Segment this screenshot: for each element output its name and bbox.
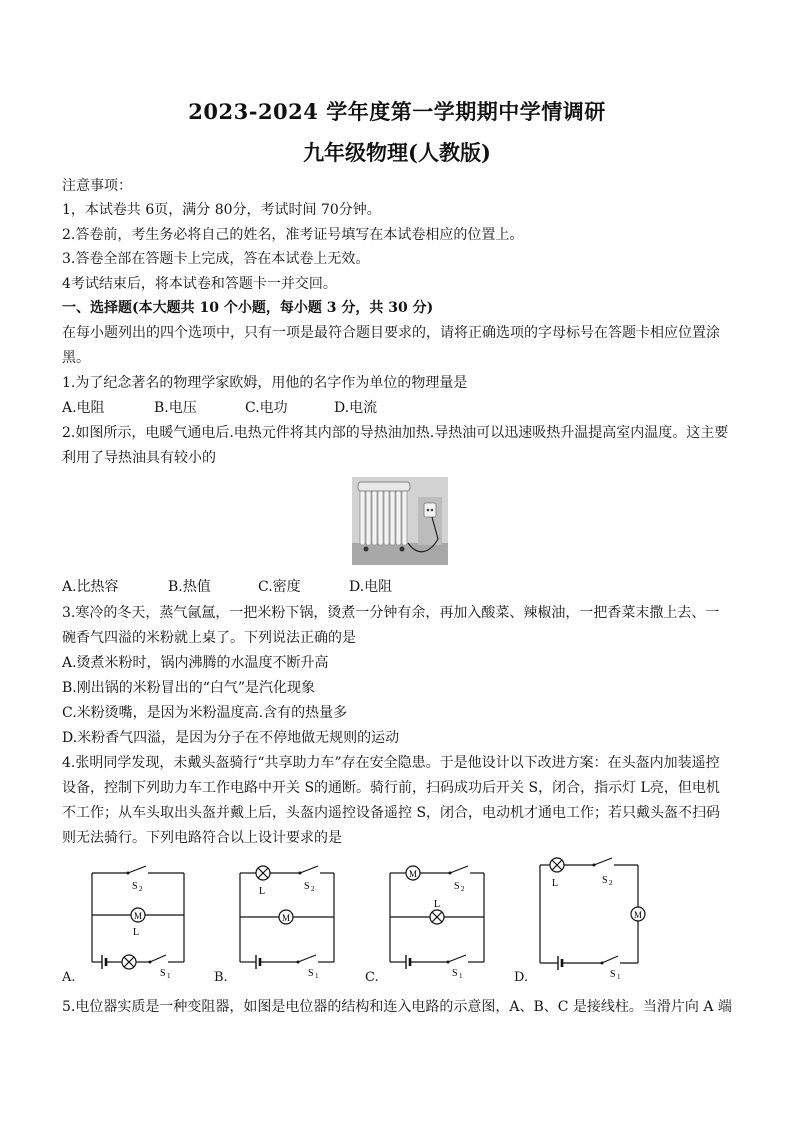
- q2-stem-line-1: 2.如图所示，电暖气通电后.电热元件将其内部的导热油加热.导热油可以迅速吸热升温提高室内温度。这主要: [62, 425, 729, 441]
- q1-option-c: C.电功: [245, 400, 288, 416]
- svg-text:2: 2: [311, 885, 315, 893]
- note-item-3: 3.答卷全部在答题卡上完成，答在本试卷上无效。: [62, 251, 370, 267]
- svg-text:M: M: [409, 869, 418, 879]
- notes-heading: 注意事项：: [62, 178, 132, 194]
- q4-stem-line-3: 不工作；从车头取出头盔并戴上后，头盔内遥控设备遥控 S，闭合，电动机才通电工作；若只戴头盔不扫码: [62, 805, 721, 821]
- q1-option-d: D.电流: [334, 400, 378, 416]
- svg-text:1: 1: [315, 972, 319, 980]
- svg-text:S: S: [454, 881, 460, 892]
- q3-stem-line-2: 碗香气四溢的米粉就上桌了。下列说法正确的是: [62, 630, 356, 646]
- oil-heater-image: [352, 477, 448, 565]
- svg-text:L: L: [259, 886, 266, 897]
- svg-text:L: L: [552, 878, 559, 889]
- q1-stem: 1.为了纪念著名的物理学家欧姆，用他的名字作为单位的物理量是: [62, 375, 468, 391]
- circuit-a-label: A.: [62, 970, 76, 985]
- svg-text:S: S: [308, 968, 314, 979]
- q4-stem-line-2: 设备，控制下列助力车工作电路中开关 S的通断。骑行前，扫码成功后开关 S，闭合，指示灯 L亮，但电机: [62, 780, 720, 796]
- section-instruction-1: 在每小题列出的四个选项中，只有一项是最符合题目要求的，请将正确选项的字母标号在答题卡相应位置涂: [62, 325, 720, 341]
- note-item-4: 4考试结束后，将本试卷和答题卡一并交回。: [62, 276, 337, 292]
- circuit-a-diagram: [84, 855, 192, 983]
- circuit-d-label: D.: [514, 970, 529, 985]
- q3-option-b: B.刚出锅的米粉冒出的“白气”是汽化现象: [62, 680, 316, 696]
- q2-option-b: B.热值: [168, 579, 211, 595]
- svg-text:S: S: [452, 968, 458, 979]
- q5-stem-line-1: 5.电位器实质是一种变阻器，如图是电位器的结构和连入电路的示意图，A、B、C 是接线柱。当滑片向 A 端: [62, 999, 732, 1015]
- note-item-2: 2.答卷前，考生务必将自己的姓名，准考证号填写在本试卷相应的位置上。: [62, 227, 524, 243]
- q2-stem-line-2: 利用了导热油具有较小的: [62, 450, 216, 466]
- section-heading: 一、选择题(本大题共 10 个小题，每小题 3 分，共 30 分): [62, 300, 434, 316]
- svg-text:2: 2: [609, 879, 613, 887]
- svg-text:S: S: [610, 969, 616, 980]
- q1-option-a: A.电阻: [62, 400, 105, 416]
- exam-subtitle: 九年级物理(人教版): [303, 140, 491, 165]
- q3-stem-line-1: 3.寒冷的冬天，蒸气氤氲，一把米粉下锅，烫煮一分钟有余，再加入酸菜、辣椒油，一把香菜末撒上去、一: [62, 605, 720, 621]
- svg-text:M: M: [282, 913, 291, 923]
- svg-text:L: L: [133, 927, 140, 938]
- note-item-1: 1，本试卷共 6页，满分 80分，考试时间 70分钟。: [62, 202, 381, 218]
- circuit-b-diagram: [232, 855, 344, 983]
- q4-stem-line-4: 则无法骑行。下列电路符合以上设计要求的是: [62, 830, 342, 846]
- svg-text:1: 1: [459, 972, 463, 980]
- svg-text:L: L: [434, 899, 441, 910]
- svg-text:S: S: [132, 881, 138, 892]
- q2-option-a: A.比热容: [62, 579, 119, 595]
- svg-text:S: S: [304, 881, 310, 892]
- motor-symbol: M: [134, 911, 143, 921]
- q4-stem-line-1: 4.张明同学发现，未戴头盔骑行“共享助力车”存在安全隐患。于是他设计以下改进方案：在头盔内加装遥控: [62, 755, 720, 771]
- q2-option-c: C.密度: [258, 579, 301, 595]
- circuit-c-diagram: [382, 855, 494, 983]
- circuit-b-label: B.: [214, 970, 228, 985]
- svg-text:1: 1: [617, 973, 621, 981]
- svg-text:M: M: [634, 910, 643, 920]
- svg-text:S: S: [160, 968, 166, 979]
- section-instruction-2: 黑。: [62, 350, 90, 366]
- q3-option-c: C.米粉烫嘴，是因为米粉温度高.含有的热量多: [62, 705, 348, 721]
- q3-option-d: D.米粉香气四溢，是因为分子在不停地做无规则的运动: [62, 730, 400, 746]
- svg-text:S: S: [602, 875, 608, 886]
- q2-option-d: D.电阻: [349, 579, 393, 595]
- q3-option-a: A.烫煮米粉时，锅内沸腾的水温度不断升高: [62, 655, 329, 671]
- svg-text:2: 2: [139, 885, 143, 893]
- q1-option-b: B.电压: [154, 400, 197, 416]
- svg-text:1: 1: [167, 972, 171, 980]
- circuit-d-diagram: [532, 851, 652, 983]
- exam-title: 2023-2024 学年度第一学期期中学情调研: [188, 99, 606, 124]
- circuit-c-label: C.: [365, 970, 379, 985]
- svg-text:2: 2: [461, 885, 465, 893]
